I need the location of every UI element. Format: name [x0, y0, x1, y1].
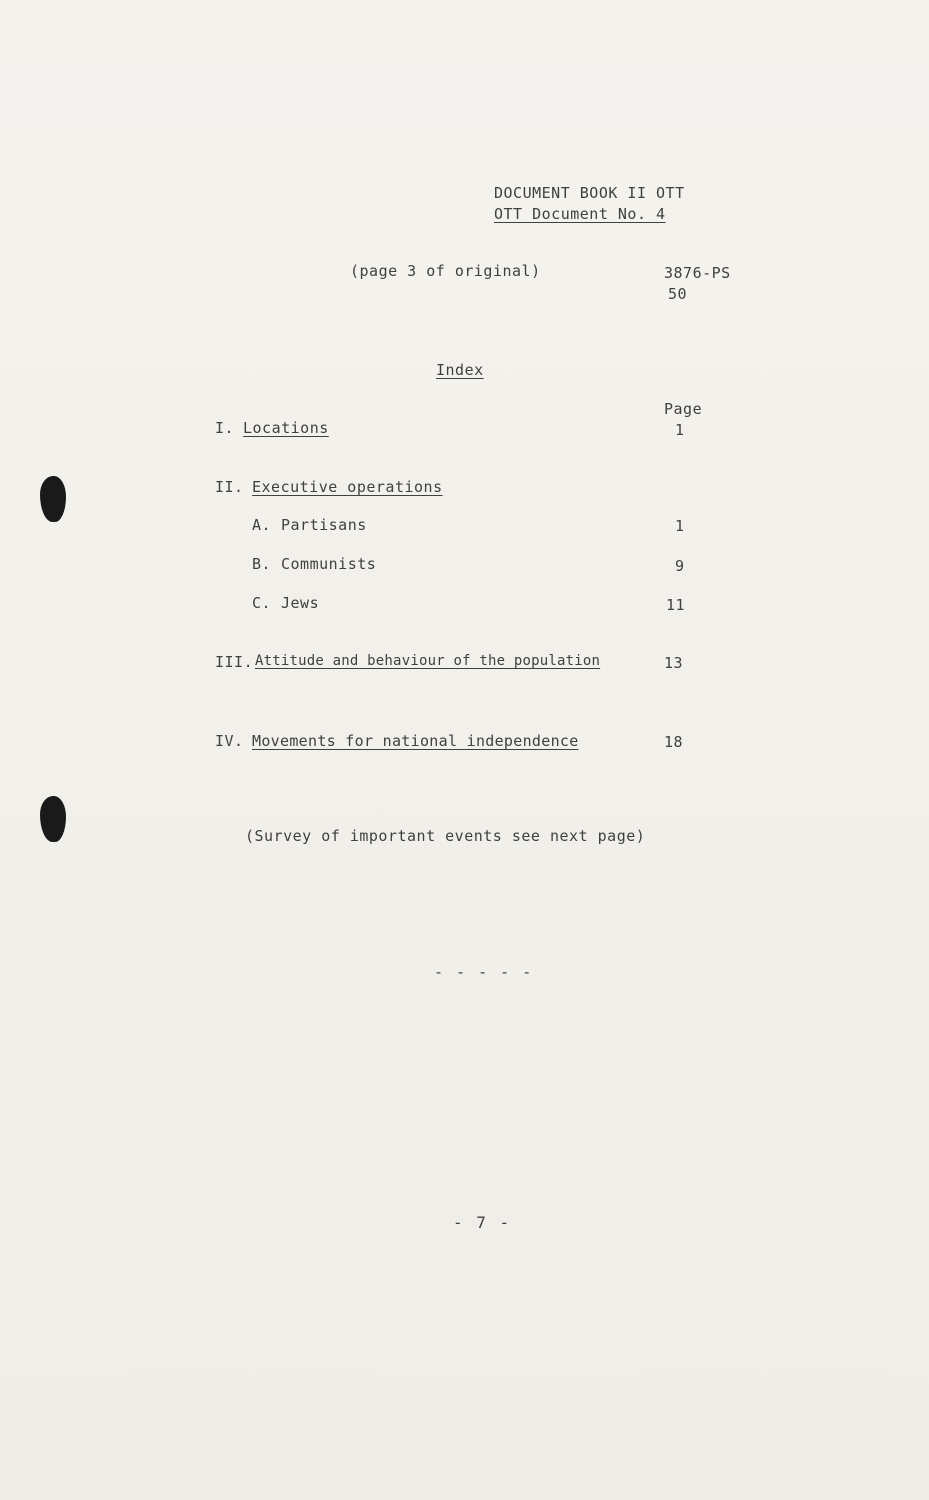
index-title: Index [436, 361, 484, 379]
entry-number: C. [252, 594, 272, 612]
entry-page: 18 [664, 733, 684, 751]
reference-code: 3876-PS [664, 264, 731, 282]
entry-page: 11 [666, 596, 686, 614]
source-page-note: (page 3 of original) [350, 262, 541, 280]
entry-label: Communists [281, 555, 377, 573]
entry-page: 9 [675, 557, 685, 575]
punch-hole-bottom [40, 796, 66, 842]
document-number: OTT Document No. 4 [494, 205, 666, 223]
survey-note: (Survey of important events see next page) [245, 827, 646, 845]
section-separator: - - - - - [434, 963, 534, 981]
entry-label: Locations [243, 419, 329, 437]
reference-number: 50 [668, 285, 688, 303]
entry-page: 13 [664, 654, 684, 672]
entry-label: Attitude and behaviour of the population [255, 653, 601, 669]
entry-label: Jews [281, 594, 320, 612]
entry-label: Partisans [281, 516, 367, 534]
entry-number: A. [252, 516, 272, 534]
entry-number: I. [215, 419, 235, 437]
document-book-title: DOCUMENT BOOK II OTT [494, 184, 685, 202]
page-number: - 7 - [453, 1213, 512, 1232]
entry-label: Executive operations [252, 478, 443, 496]
page-column-label: Page [664, 400, 703, 418]
entry-number: IV. [215, 732, 244, 750]
entry-number: B. [252, 555, 272, 573]
entry-page: 1 [675, 517, 685, 535]
punch-hole-top [40, 476, 66, 522]
entry-label: Movements for national independence [252, 732, 579, 750]
entry-number: II. [215, 478, 244, 496]
entry-page: 1 [675, 421, 685, 439]
entry-number: III. [215, 653, 254, 671]
